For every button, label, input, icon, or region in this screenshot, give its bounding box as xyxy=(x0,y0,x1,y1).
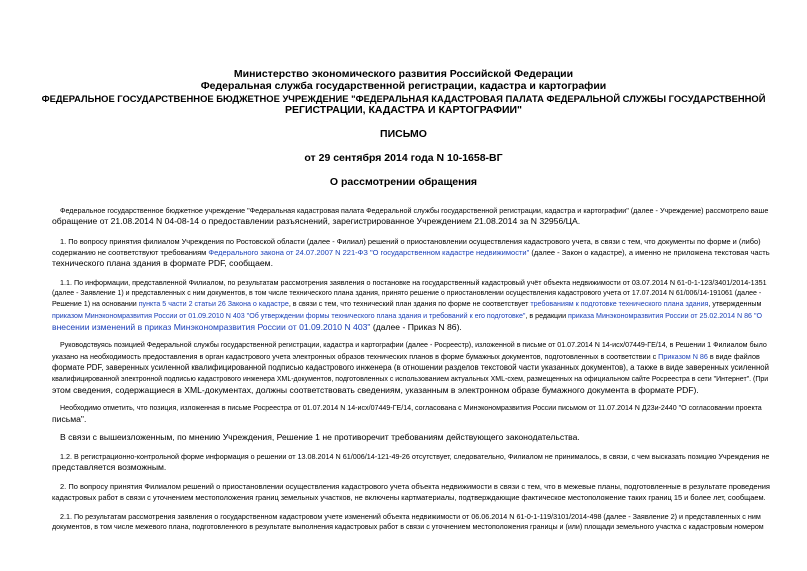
article-26-link[interactable]: пункта 5 части 2 статьи 26 Закона о кадастре xyxy=(138,300,289,309)
requirements-link[interactable]: требованиям к подготовке технического плана здания xyxy=(530,300,709,309)
text-line: формате PDF, заверенных усиленной квалифицированной подписью кадастрового инженера (в отношении разделов текстовой части указанных документов), а также в виде заверенных усиленной xyxy=(52,363,769,373)
text-line: Необходимо отметить, что позиция, изложенная в письме Росреестра от 01.07.2014 N 14-исх/07449-ГЕ/14, согласована с Минэкономразвития России письмом от 11.07.2014 N Д23и-2440 "О согласовании проекта xyxy=(60,404,762,412)
text-span: указано на необходимость предоставления в орган кадастрового учета электронных образов технических планов в форме бумажных документов, подготовленных в соответствии с xyxy=(52,352,659,362)
order-86-link-cont[interactable]: внесении изменений в приказ Минэкономразвития России от 01.09.2010 N 403" xyxy=(52,321,371,332)
paragraph-rosreestr-position xyxy=(52,340,770,396)
text-span: (далее - Закон о кадастре), а именно не приложена текстовая часть xyxy=(529,248,770,258)
paragraph-2-1 xyxy=(52,511,770,533)
text-line: квалифицированной электронной подписью кадастрового инженера XML-документов, подготовленных с использованием актуальных XML-схем, размещенных на официальном сайте Росреестра в сети "Интернет". (При xyxy=(52,375,769,383)
text-span: , в связи с тем, что технический план здания по форме не соответствует xyxy=(288,300,531,309)
text-span: Решение 1) на основании xyxy=(52,300,139,309)
service-title: Федеральная служба государственной регистрации, кадастра и картографии xyxy=(200,80,607,92)
text-span: , в редакции xyxy=(525,311,569,320)
document-type: ПИСЬМО xyxy=(380,128,427,140)
text-line: (далее - Заявление 1) и представленных с ним документов, в том числе технического плана здания, принято решение о приостановлении осуществления кадастрового учета от 17.07.2014 N 61/006/14-191061 (далее - xyxy=(52,290,762,298)
text-line: 1.1. По информации, представленной Филиалом, по результатам рассмотрения заявления о постановке на государственный кадастровый учёт объекта недвижимости от 03.07.2014 N 61-0-1-123/3401/2014-1351 xyxy=(60,278,767,287)
text-line xyxy=(52,299,770,310)
paragraph-1-1 xyxy=(52,277,770,333)
text-line: представляется возможным. xyxy=(52,462,167,473)
text-line: В связи с вышеизложенным, по мнению Учреждения, Решение 1 не противоречит требованиям действующего законодательства. xyxy=(60,432,580,442)
law-221fz-link[interactable]: Федерального закона от 24.07.2007 N 221-ФЗ "О государственном кадастре недвижимости" xyxy=(208,248,530,258)
order-403-link[interactable]: приказом Минэкономразвития России от 01.09.2010 N 403 "Об утверждении формы технического плана здания и требований к его подготовке" xyxy=(52,311,526,320)
paragraph-conclusion xyxy=(52,432,770,443)
text-span: (далее - Приказ N 86). xyxy=(370,321,462,332)
text-line: 2. По вопросу принятия Филиалом решений о приостановлении осуществления кадастрового учета объекта недвижимости в связи с тем, что в межевые планы, подготовленные в результате проведения xyxy=(60,482,770,491)
institution-title-line1: ФЕДЕРАЛЬНОЕ ГОСУДАРСТВЕННОЕ БЮДЖЕТНОЕ УЧРЕЖДЕНИЕ "ФЕДЕРАЛЬНАЯ КАДАСТРОВАЯ ПАЛАТА ФЕДЕРАЛЬНОЙ СЛУЖБЫ ГОСУДАРСТВЕННОЙ xyxy=(41,93,766,104)
text-line: 1. По вопросу принятия филиалом Учреждения по Ростовской области (далее - Филиал) решений о приостановлении осуществления кадастрового учета, в связи с тем, что документы по форме и (либо) xyxy=(60,237,761,246)
text-line xyxy=(52,247,770,258)
paragraph-intro xyxy=(52,205,770,227)
paragraph-2 xyxy=(52,481,770,503)
ministry-title: Министерство экономического развития Российской Федерации xyxy=(233,68,574,80)
text-line: кадастровых работ в связи с уточнением местоположения границ земельных участков, не включены картматериалы, подтверждающие фактическое местоположение таких границ 15 и более лет, сообщаем. xyxy=(52,493,766,503)
text-line xyxy=(52,311,770,322)
document-subject: О рассмотрении обращения xyxy=(329,176,478,188)
text-line: Руководствуясь позицией Федеральной службы государственной регистрации, кадастра и картографии (далее - Росреестр), изложенной в письме от 01.07.2014 N 14-исх/07449-ГЕ/14, в Решении 1 Филиалом было xyxy=(60,341,767,349)
text-line: письма". xyxy=(52,414,87,425)
text-line: этом сведения, содержащиеся в XML-документах, должны соответствовать сведениям, указанным в электронном образе бумажного документа в формате PDF). xyxy=(52,384,699,395)
institution-title-line2: РЕГИСТРАЦИИ, КАДАСТРА И КАРТОГРАФИИ" xyxy=(284,104,523,116)
order-86-link[interactable]: приказа Минэкономразвития России от 25.02.2014 N 86 "О xyxy=(568,311,762,320)
paragraph-1 xyxy=(52,236,770,270)
text-line: Федеральное государственное бюджетное учреждение "Федеральная кадастровая палата Федеральной службы государственной регистрации, кадастра и картографии" (далее - Учреждение) рассмотрело ваше xyxy=(60,206,769,215)
text-line: документов, в том числе межевого плана, подготовленного в результате выполнения кадастровых работ в связи с уточнением местоположения границы и (или) площади земельного участка с кадастровым номером xyxy=(52,523,764,532)
text-line: 2.1. По результатам рассмотрения заявления о государственном кадастровом учете изменений объекта недвижимости от 06.06.2014 N 61-0-1-119/3101/2014-498 (далее - Заявление 2) и представленных с ним xyxy=(60,512,761,521)
text-line: технического плана здания в формате PDF, сообщаем. xyxy=(52,258,273,269)
text-line: 1.2. В регистрационно-контрольной форме информация о решении от 13.08.2014 N 61/006/14-121-49-26 отсутствует, следовательно, Филиалом не принималось, в связи, с чем высказать позицию Учреждения не xyxy=(60,452,770,461)
document-date: от 29 сентября 2014 года N 10-1658-ВГ xyxy=(304,152,503,164)
paragraph-1-2 xyxy=(52,451,770,473)
text-span: в виде файлов xyxy=(707,352,760,362)
text-line xyxy=(52,351,770,362)
text-span: содержанию не соответствуют требованиям xyxy=(52,248,209,258)
paragraph-note xyxy=(52,403,770,425)
text-line: обращение от 21.08.2014 N 04-08-14 о предоставлении разъяснений, зарегистрированное Учреждением 21.08.2014 за N 32956/ЦА. xyxy=(52,216,581,227)
order-86-short-link[interactable]: Приказом N 86 xyxy=(658,352,708,362)
text-line xyxy=(52,322,770,333)
text-span: , утвержденным xyxy=(708,300,762,309)
